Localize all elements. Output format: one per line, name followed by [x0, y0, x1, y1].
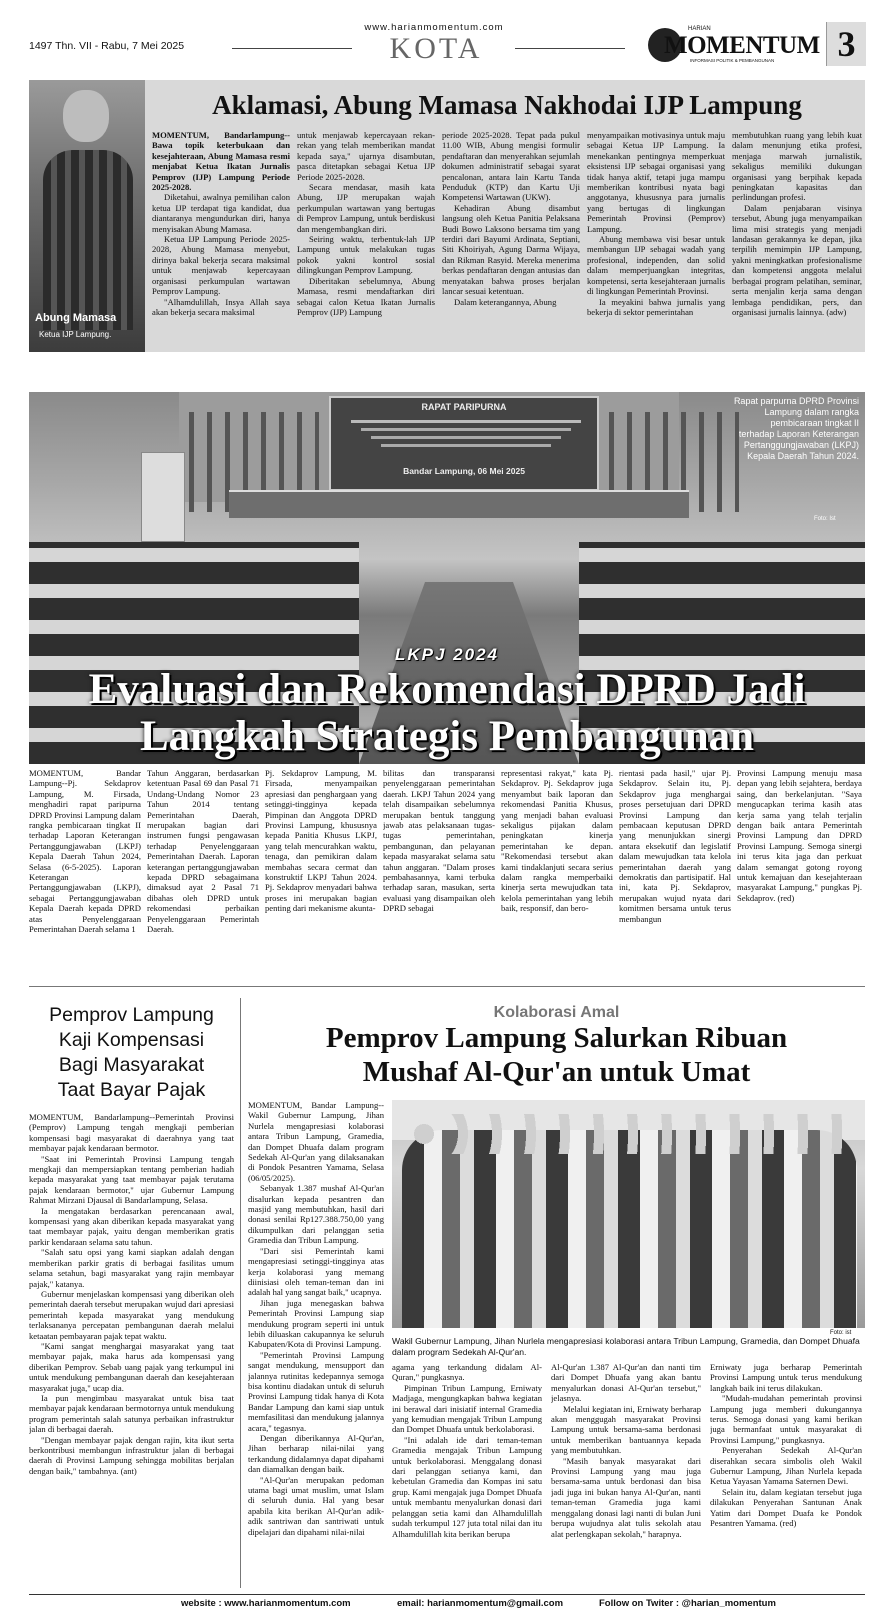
podium: [141, 452, 185, 542]
story1-col4: [587, 130, 725, 350]
paragraph: Ia mengatakan berdasarkan perencanaan awal, kompensasi yang akan diberikan kepada masyarakat yang taat membayar pajak, yaitu dengan memberikan gratis parkir kendaraan selama satu tahun.: [29, 1205, 234, 1247]
story2-col6: rientasi pada hasil," ujar Pj. Sekdaprov. Selain itu, Pj. Sekdaprov juga menghargai proses persetujuan dari DPRD Provinsi Lampung dan pembacaan keputusan DPRD yang menunjukkan sinergi antara eksekutif dan legislatif dalam mewujudkan tata kelola pemerintahan daerah yang demokratis dan partisipatif. Hal ini, kata Pj. Sekdaprov, merupakan wujud nyata dari komitmen bersama untuk terus membangun: [619, 768, 731, 924]
paragraph: Al-Qur'an 1.387 Al-Qur'an dan nanti tim dari Dompet Dhuafa yang akan bantu menyalurkan donasi Al-Qur'an tersebut," jelasnya.: [551, 1362, 701, 1404]
paragraph: "Al-Qur'an merupakan pedoman utama bagi umat muslim, umat Islam di seluruh dunia. Hal yang besar apabila kita berikan Al-Qur'an adik-adik santriwan dan santriwati untuk dipelajari dan dipahami nilai-nilai: [248, 1474, 384, 1537]
footer-website[interactable]: website : www.harianmomentum.com: [181, 1598, 351, 1609]
page-number: [826, 22, 866, 66]
footer-email[interactable]: email: harianmomentum@gmail.com: [397, 1598, 564, 1609]
paragraph: "Masih banyak masyarakat dari Provinsi Lampung yang mau juga bersama-sama untuk berdonasi dan bisa jadi juga ini bukan hanya Al-Qur'an, nanti teman-teman Gramedia juga kami menggalang donasi lagi nanti di bulan Juni berupa wujudnya alat tulis sekolah atau alat perlengkapan sekolah," harapnya.: [551, 1455, 701, 1539]
masthead: [0, 0, 893, 66]
story2-headline-line2: Langkah Strategis Pembangunan: [139, 713, 755, 760]
paragraph: "Saat ini Pemerintah Provinsi Lampung tengah mengkaji dan mempersiapkan tentang pemberian hadiah kepada masyarakat yang taat membayar pajak terutama pajak kendaraan bermotor," ujar Gubernur Lampung Rahmat Mirzani Djausal di Bandarlampung, Selasa.: [29, 1153, 234, 1206]
headline-line: Pemprov Lampung: [49, 1004, 214, 1026]
paragraph: Kehadiran Abung disambut langsung oleh Ketua Panitia Pelaksana Budi Bowo Laksono bersama tim yang terdiri dari Bayumi Ardinata, Septiani, Siti Khoiriyah, Agung Darma Wijaya, dan Rikman Rasyid. Mereka menerima berkas pendaftaran dengan antusias dan menyatakan bahwa proses berjalan lancar sesuai ketentuan.: [442, 202, 580, 297]
website-top: www.harianmomentum.com: [364, 22, 504, 33]
paragraph: "Mudah-mudahan pemerintah provinsi Lampung juga memberi dukungannya terus. Semoga donasi yang kami berikan juga bermanfaat untuk masyarakat di Provinsi Lampung," pungkasnya.: [710, 1393, 862, 1445]
paragraph: periode 2025-2028. Tepat pada pukul 11.00 WIB, Abung mengisi formulir pendaftaran dan menyerahkan sejumlah dokumen administratif sebagai syarat pencalonan, antara lain Kartu Tanda Penduduk (KTP) dan Kartu Uji Kompetensi Wartawan (UKW).: [442, 130, 580, 203]
paragraph: Seiring waktu, terbentuk-lah IJP Lampung untuk melakukan tugas pokok yakni kontrol sosial dilingkungan Pemprov Lampung.: [297, 234, 435, 276]
story3-body: [29, 1112, 234, 1588]
paragraph: Dengan diberikannya Al-Qur'an, Jihan berharap nilai-nilai yang terkandung didalamnya dapat dipahami dan diamalkan dengan baik.: [248, 1433, 384, 1475]
story2-col5: representasi rakyat," kata Pj. Sekdaprov. Pj. Sekdaprov juga menyambut baik laporan dan rekomendasi Panitia Khusus, yang menjadi bahan evaluasi sekaligus pijakan dalam peningkatan kinerja pemerintahan ke depan. "Rekomendasi tersebut akan kami tindaklanjuti secara serius dalam rangka memperbaiki kinerja serta mewujudkan tata kelola pemerintahan yang lebih baik, responsif, dan bero-: [501, 768, 613, 914]
story2-kicker: LKPJ 2024: [395, 645, 499, 664]
section-divider: [29, 986, 865, 987]
paragraph: Erniwaty juga berharap Pemerintah Provinsi Lampung untuk terus mendukung langkah baik ini terus dilakukan.: [710, 1362, 862, 1393]
story4-col3: [551, 1362, 701, 1588]
paragraph: agama yang terkandung didalam Al-Quran," pungkasnya.: [392, 1362, 542, 1383]
paragraph: "Kami sangat menghargai masyarakat yang taat membayar pajak, maka harus ada kompensasi yang diberikan Pemprov. Sebab uang pajak yang terkumpul ini untuk mendukung pembangunan daerah dan kesejahteraan masyarakat juga," ucap dia.: [29, 1340, 234, 1393]
story2-col1: MOMENTUM, Bandar Lampung--Pj. Sekdaprov Lampung, M. Firsada, menghadiri rapat paripurna DPRD Provinsi Lampung dalam rangka pembicaraan tingkat II terhadap Laporan Keterangan Pertanggungjawaban (LKPJ) Kepala Daerah Tahun 2024, Selasa (6-5-2025). Laporan Keterangan Pertanggungjawaban (LKPJ), sebagai Pertanggungjawaban Kepala Daerah kepada DPRD atas Penyelenggaraan Pemerintahan Daerah selama 1: [29, 768, 141, 935]
story4-col4: [710, 1362, 862, 1588]
story2-col3: Pj. Sekdaprov Lampung, M. Firsada, menyampaikan apresiasi dan penghargaan yang setinggi-tingginya kepada Pimpinan dan Anggota DPRD Provinsi Lampung, khususnya kepada Panitia Khusus LKPJ, yang telah mencurahkan waktu, tenaga, dan pemikiran dalam membahas secara cermat dan konstruktif LKPJ Tahun 2024. Pj. Sekdaprov menyadari bahwa proses ini merupakan bagian penting dari mekanisme akunta-: [265, 768, 377, 914]
paragraph: MOMENTUM, Bandarlampung--Bawa topik keterbukaan dan kesejahteraan, Abung Mamasa resmi menjabat Ketua Ikatan Jurnalis Pemprov (IJP) Lampung Periode 2025-2028.: [152, 130, 290, 193]
footer-twitter[interactable]: Follow on Twiter : @harian_momentum: [599, 1598, 776, 1609]
story2-photo: [29, 392, 865, 764]
story1-photo: [29, 80, 145, 352]
photo-caption-box: [729, 392, 865, 512]
paragraph: Ketua IJP Lampung Periode 2025-2028, Abung Mamasa menyebut, dirinya bakal bekerja secara maksimal untuk menjawab kepercayaan organisasi perkumpulan wartawan Pemprov Lampung.: [152, 234, 290, 297]
banner-title: RAPAT PARIPURNA: [421, 402, 507, 412]
paragraph: Ia meyakini bahwa jurnalis yang bekerja di sektor pemerintahan: [587, 296, 725, 317]
paragraph: MOMENTUM, Bandar Lampung--Wakil Gubernur Lampung, Jihan Nurlela mengapresiasi kolaborasi antara Tribun Lampung, Gramedia, dan Dompet Dhuafa dalam program Sedekah Al-Qur'an yang dilaksanakan di Pondok Pesantren Yamama, Selasa (06/05/2025).: [248, 1100, 384, 1183]
footer: [29, 1594, 865, 1610]
brand-name: MOMENTUM: [664, 32, 820, 59]
paragraph: Ia pun mengimbau masyarakat untuk bisa taat membayar pajak kendaraan bermotornya untuk mendukung program pemerintah salah satunya perbaikan infrastruktur jalan di berbagai daerah.: [29, 1392, 234, 1435]
paragraph: Dalam keterangannya, Abung: [454, 296, 557, 307]
paragraph: "Salah satu opsi yang kami siapkan adalah dengan memberikan parkir gratis di berbagai fasilitas umum selama setahun, bagi masyarakat yang rajin membayar pajak," katanya.: [29, 1247, 234, 1289]
stage-banner: [329, 396, 599, 491]
paragraph: "Pemerintah Provinsi Lampung sangat mendukung, mensupport dan jalannya rutinitas kedepannya semoga bisa kontinu diadakan untuk di seluruh Provinsi Lampung tidak hanya di Kota Bandar Lampung dan kami siap untuk memfasilitasi dan mendukung jalannya acara," tegasnya.: [248, 1349, 384, 1433]
story1-col5: [732, 130, 862, 350]
paragraph: "Ini adalah ide dari teman-teman Gramedia mengajak Tribun Lampung untuk berkolaborasi. Menggalang donasi dari pelanggan setianya kami, dan kebetulan Gramedia dan Kompas ini satu grup. Kami mengajak juga Dompet Dhuafa untuk membantu menyalurkan donasi dari pelanggan setia kami dan Alhamdulillah sudah terkumpul 127 juta total nilai dan itu Alhamdulillah kita berikan berupa: [392, 1434, 542, 1539]
story2-col7: Provinsi Lampung menuju masa depan yang lebih sejahtera, berdaya saing, dan berkelanjutan. "Saya mengucapkan terima kasih atas kerja sama yang telah terjalin dengan baik antara Pemerintah Provinsi Lampung dan DPRD Provinsi Lampung. Semoga sinergi ini terus kita jaga dan perkuat dalam semangat gotong royong untuk kemajuan dan kesejahteraan masyarakat Lampung," pungkas Pj. Sekdaprov. (red): [737, 768, 862, 903]
story4-kicker: Kolaborasi Amal: [493, 1004, 620, 1021]
brand-logo: [648, 24, 818, 66]
brand-small: HARIAN: [688, 26, 711, 32]
paragraph: Diberitakan sebelumnya, Abung Mamasa, resmi mendaftarkan diri sebagai calon Ketua Ikatan Jurnalis Pemprov (IJP) Lampung: [297, 275, 435, 317]
story1-headline: Aklamasi, Abung Mamasa Nakhodai IJP Lampung: [212, 90, 802, 120]
story1-photo-caption: Ketua IJP Lampung.: [39, 330, 112, 339]
issue-info: 1497 Thn. VII - Rabu, 7 Mei 2025: [29, 40, 185, 52]
paragraph: Pimpinan Tribun Lampung, Erniwaty Madjaga, mengungkapkan bahwa kegiatan ini berawal dari inisiatif internal Gramedia yang kemudian mengajak Tribun Lampung dan Dompet Dhuafa untuk berkolaborasi.: [392, 1382, 542, 1435]
story3-headline: [29, 1003, 234, 1103]
headline-line: Kaji Kompensasi: [58, 1029, 205, 1051]
story1-col2: [297, 130, 435, 350]
leadership-table: [229, 490, 689, 518]
story4-photo-caption: Wakil Gubernur Lampung, Jihan Nurlela mengapresiasi kolaborasi antara Tribun Lampung, Gramedia, dan Dompet Dhuafa dalam program Sedekah Al-Qur'an.: [392, 1336, 860, 1357]
paragraph: Diketahui, awalnya pemilihan calon ketua IJP terdapat tiga kandidat, dua diantaranya mengundurkan diri, hanya menyisakan Abung Mamasa.: [152, 192, 290, 234]
story4-photo: [392, 1100, 865, 1328]
paragraph: Sebanyak 1.387 mushaf Al-Qur'an disalurkan kepada pesantren dan masjid yang membutuhkan, hasil dari donasi senilai Rp127.388.750,00 yang dikumpulkan dari pelanggan setia Gramedia dan Tribun Lampung.: [248, 1183, 384, 1246]
story1-col3: [442, 130, 580, 350]
banner-date: Bandar Lampung, 06 Mei 2025: [403, 466, 525, 476]
paragraph: menyampaikan motivasinya untuk maju sebagai Ketua IJP Lampung. Ia menekankan pentingnya memperkuat eksistensi IJP sebagai organisasi yang tidak hanya aktif, tetapi juga mampu memberikan kontribusi nyata bagi anggotanya, khususnya para jurnalis yang bertugas di lingkungan Pemerintah Provinsi (Pemprov) Lampung.: [587, 130, 725, 234]
headline-line: Bagi Masyarakat: [58, 1054, 205, 1076]
story1-col1: [152, 130, 290, 350]
story2-col4: bilitas dan transparansi penyelenggaraan pemerintahan daerah. LKPJ Tahun 2024 yang telah disampaikan sebelumnya merupakan bentuk tanggung jawab atas pelaksanaan tugas-tugas pemerintahan, pembangunan, dan pelayanan kepada masyarakat selama satu tahun anggaran. "Dalam proses pembahasannya, kami terbuka terhadap saran, masukan, serta evaluasi yang disampaikan oleh DPRD sebagai: [383, 768, 495, 914]
paragraph: Gubernur menjelaskan kompensasi yang diberikan oleh pemerintah daerah tersebut merupakan wujud dari apresiasi pemerintah kepada masyarakat yang mendukung terlaksananya percepatan pembangunan daerah melalui ketaatan pembayaran pajak tepat waktu.: [29, 1288, 234, 1341]
story4-col2: [392, 1362, 542, 1588]
paragraph: Penyerahan Sedekah Al-Qur'an diserahkan secara simbolis oleh Wakil Gubernur Lampung, Jihan Nurlela kepada Ketua Yayasan Yamama Saternen Dewi.: [710, 1445, 862, 1487]
paragraph: Abung membawa visi besar untuk membangun IJP sebagai wadah yang profesional, independen, dan solid dalam memperjuangkan integritas, kompetensi, serta kesejahteraan jurnalis di lingkungan Pemerintah Provinsi.: [587, 234, 725, 297]
story1-photo-name: Abung Mamasa: [35, 312, 117, 324]
paragraph: MOMENTUM, Bandarlampung--Pemerintah Provinsi (Pemprov) Lampung tengah mengkaji pemberian kompensasi bagi masyarakat di daerahnya yang taat membayar pajak kendaraan bermotor.: [29, 1112, 234, 1154]
story4-photo-credit: Foto: ist: [830, 1330, 852, 1336]
story2-col2: Tahun Anggaran, berdasarkan ketentuan Pasal 69 dan Pasal 71 Undang-Undang Nomor 23 Tahun 2014 tentang Pemerintahan Daerah, merupakan bagian dari instrumen fungsi pengawasan terhadap Penyelenggaraan Pemerintahan Daerah. Laporan keterangan pertanggungjawaban kepada DPRD sebagaimana dimaksud ayat 2 Pasal 71 dibahas oleh DPRD untuk rekomendasi perbaikan Penyelenggaraan Pemerintah Daerah.: [147, 768, 259, 935]
story2-headline-line1: Evaluasi dan Rekomendasi DPRD Jadi: [88, 666, 806, 713]
column-divider: [240, 998, 241, 1588]
paragraph: "Dari sisi Pemerintah kami mengapresiasi setinggi-tingginya atas kerja kolaborasi yang memang diinisiasi oleh teman-teman dan ini adalah hal yang sangat baik," ucapnya.: [248, 1245, 384, 1298]
headline-line: Taat Bayar Pajak: [57, 1079, 206, 1101]
paragraph: "Dengan membayar pajak dengan rajin, kita ikut serta berkontribusi membangun infrastruktur jalan di berbagai daerah di Provinsi Lampung sehingga mobilitas berjalan dengan baik," tambahnya. (ant): [29, 1434, 234, 1476]
paragraph: Selain itu, dalam kegiatan tersebut juga dilakukan Penyerahan Santunan Anak Yatim dari Dompet Duafa ke Pondok Pesantren Yamama. (red): [710, 1486, 862, 1529]
paragraph: Melalui kegiatan ini, Erniwaty berharap akan menggugah masyarakat Provinsi Lampung untuk bersama-sama berdonasi untuk memberikan bantuannya kepada yang membutuhkan.: [551, 1403, 701, 1456]
story4-col1: [248, 1100, 384, 1588]
story2-photo-caption: Rapat parpurna DPRD Provinsi Lampung dalam rangka pembicaraan tingkat II terhadap Laporan Keterangan Pertanggungjawaban (LKPJ) Kepala Daerah Tahun 2024.: [733, 396, 859, 461]
story2-photo-credit: Foto: Ist: [814, 516, 836, 522]
story4-headline-line2: Mushaf Al-Qur'an untuk Umat: [362, 1056, 751, 1088]
paragraph: membutuhkan ruang yang lebih kuat dalam menunjung etika profesi, menjaga marwah jurnalistik, sekaligus memiliki dukungan organisasi yang berpihak kepada peningkatan kapasitas dan perlindungan profesi.: [732, 130, 862, 203]
page-number-value: 3: [837, 24, 856, 64]
paragraph: Jihan juga menegaskan bahwa Pemerintah Provinsi Lampung siap mendukung program seperti ini untuk lebih diluaskan cakupannya ke seluruh Kabupaten/Kota di Provinsi Lampung.: [248, 1297, 384, 1350]
paragraph: Dalam penjabaran visinya tersebut, Abung juga menyampaikan lima misi strategis yang menjadi landasan gerakannya ke depan, jika terpilih memimpin IJP Lampung, yakni meningkatkan profesionalisme dan kompetensi anggota melalui berbagai program pelatihan, seminar, serta menjalin kerja sama dengan lembaga pendidikan, pers, dan organisasi jurnalis lainnya. (adw): [732, 202, 862, 317]
group-people: [402, 1130, 857, 1328]
section-name: KOTA: [389, 32, 483, 65]
paragraph: Secara mendasar, masih kata Abung, IJP merupakan wajah perkumpulan wartawan yang bertugas di Pemprov Lampung, untuk berdiskusi dan mengembangkan diri.: [297, 182, 435, 234]
paragraph: "Alhamdulillah, Insya Allah saya akan bekerja secara maksimal: [152, 296, 290, 317]
paragraph: untuk menjawab kepercayaan rekan-rekan yang telah memberikan mandat kepada saya," ujarnya disambutan, pasca ditetapkan sebagai Ketua IJP Periode 2025-2028.: [297, 130, 435, 182]
story4-headline-line1: Pemprov Lampung Salurkan Ribuan: [325, 1022, 788, 1054]
brand-tagline: INFORMASI POLITIK & PEMBANGUNAN: [690, 58, 775, 63]
